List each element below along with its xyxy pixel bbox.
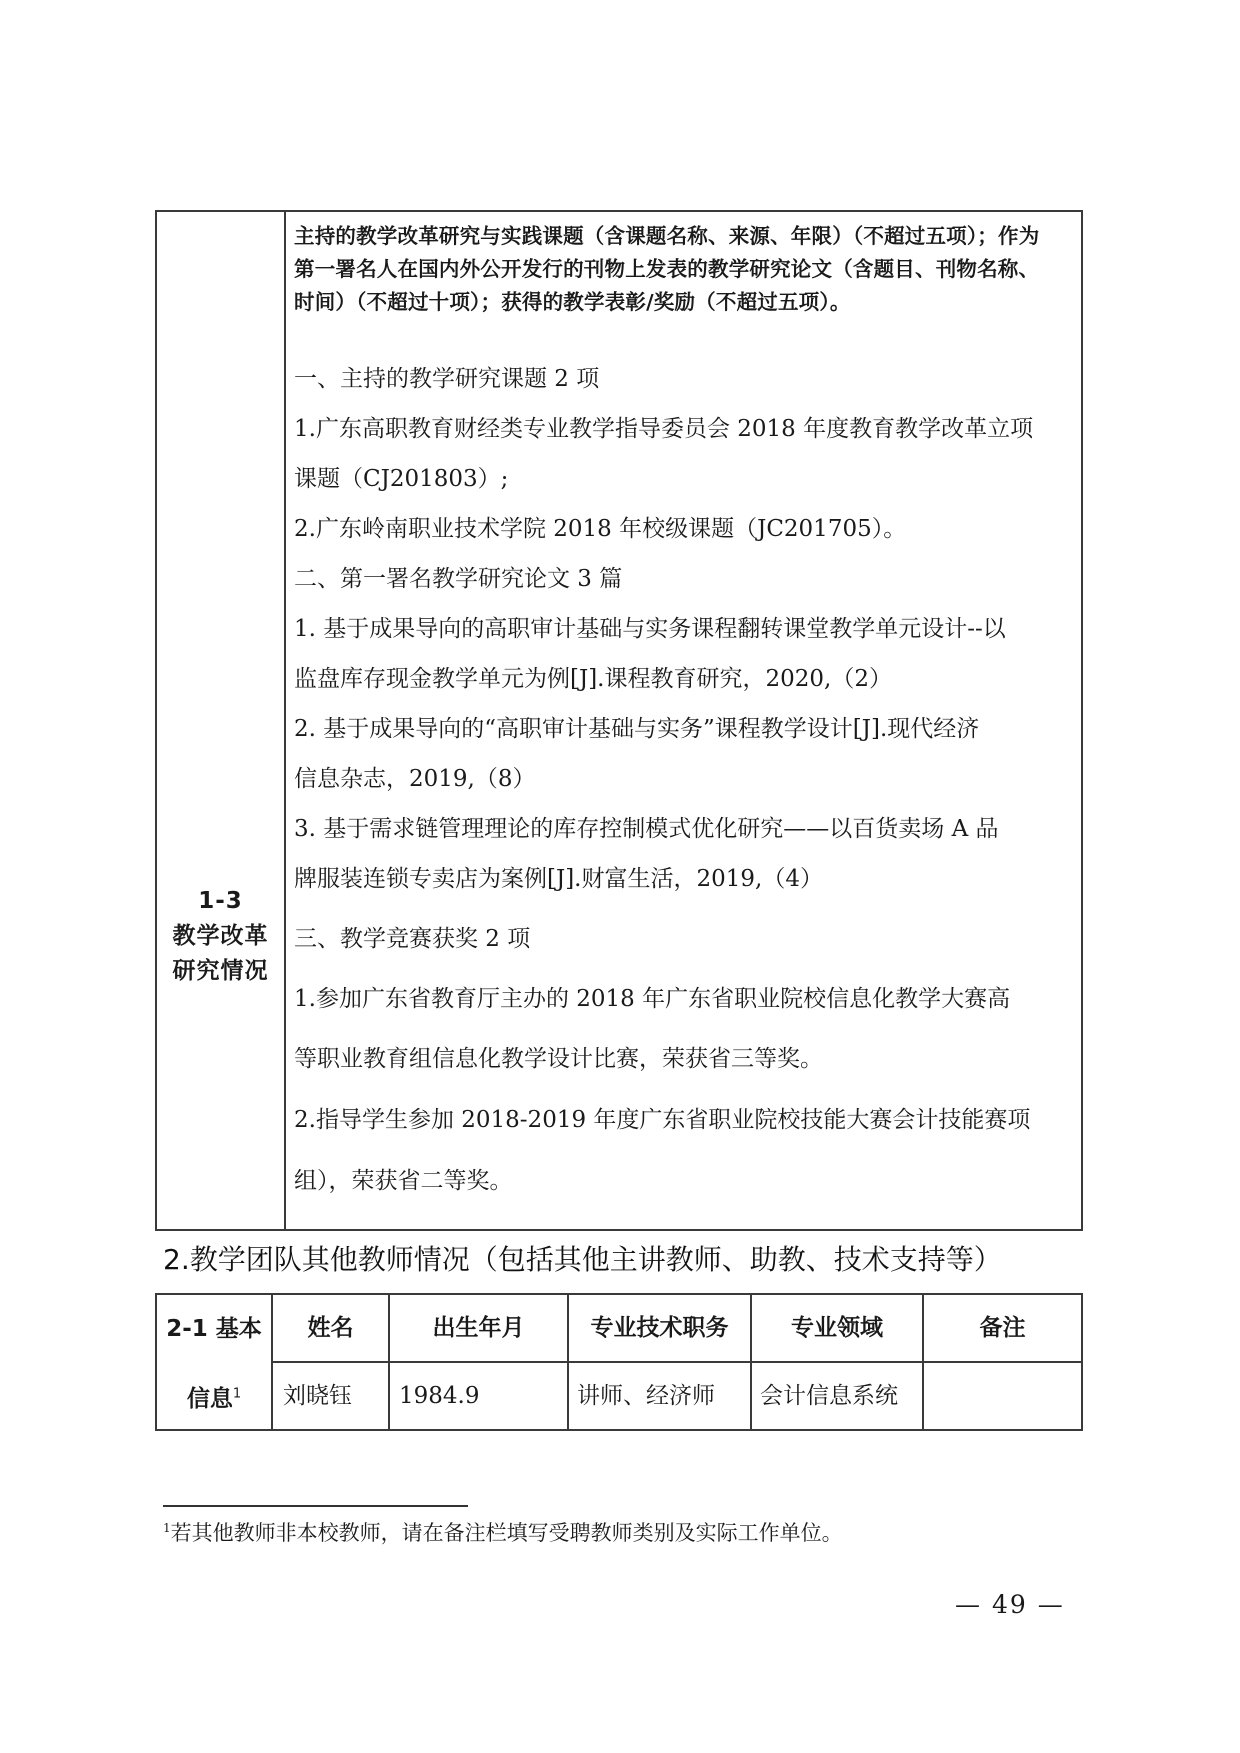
column-divider <box>284 212 286 1229</box>
project-item: 1.广东高职教育财经类专业教学指导委员会 2018 年度教育教学改革立项 <box>294 416 1034 442</box>
subheading-research-projects: 一、主持的教学研究课题 2 项 <box>294 366 600 392</box>
paper-item: 3. 基于需求链管理理论的库存控制模式优化研究——以百货卖场 A 品 <box>294 816 999 842</box>
paper-item-cont: 牌服装连锁专卖店为案例[J].财富生活，2019,（4） <box>294 866 823 892</box>
footnote-mark: 1 <box>163 1521 171 1535</box>
section-instructions <box>294 220 1079 319</box>
row-label-cont <box>157 1385 271 1413</box>
paper-item: 1. 基于成果导向的高职审计基础与实务课程翻转课堂教学单元设计--以 <box>294 616 1006 642</box>
cell-field: 会计信息系统 <box>760 1383 898 1409</box>
footnote <box>163 1518 843 1548</box>
column-header-birth: 出生年月 <box>432 1315 525 1341</box>
instruction-line: 时间）（不超过十项）；获得的教学表彰/奖励（不超过五项）。 <box>294 290 851 314</box>
paper-item-cont: 监盘库存现金教学单元为例[J].课程教育研究，2020,（2） <box>294 666 892 692</box>
section-label-line: 研究情况 <box>172 958 269 984</box>
teaching-reform-table <box>155 210 1083 1231</box>
project-item-cont: 课题（CJ201803）; <box>294 466 509 492</box>
award-item: 2.指导学生参加 2018-2019 年度广东省职业院校技能大赛会计技能赛项 <box>294 1107 1031 1133</box>
team-members-table <box>155 1293 1083 1431</box>
award-item-cont: 组），荣获省二等奖。 <box>294 1168 513 1194</box>
column-header-name: 姓名 <box>307 1315 354 1341</box>
footnote-text: 若其他教师非本校教师，请在备注栏填写受聘教师类别及实际工作单位。 <box>170 1521 843 1545</box>
subheading-papers: 二、第一署名教学研究论文 3 篇 <box>294 566 623 592</box>
instruction-line: 第一署名人在国内外公开发行的刊物上发表的教学研究论文（含题目、刊物名称、 <box>294 257 1040 281</box>
row-label: 2-1 基本 <box>166 1316 262 1342</box>
project-item: 2.广东岭南职业技术学院 2018 年校级课题（JC201705）。 <box>294 516 907 542</box>
row-label-text: 信息 <box>186 1386 233 1412</box>
section-label-1-3 <box>157 884 284 989</box>
cell-title: 讲师、经济师 <box>577 1383 715 1409</box>
page-number: — 49 — <box>955 1590 1065 1619</box>
column-header-field: 专业领域 <box>791 1315 883 1341</box>
section-2-heading: 2.教学团队其他教师情况（包括其他主讲教师、助教、技术支持等） <box>163 1243 1002 1276</box>
cell-name: 刘晓钰 <box>283 1383 352 1409</box>
footnote-ref: 1 <box>232 1386 242 1402</box>
subheading-awards: 三、教学竞赛获奖 2 项 <box>294 926 531 952</box>
section-label-line: 1-3 <box>198 888 243 914</box>
footnote-rule <box>163 1505 468 1507</box>
instruction-line: 主持的教学改革研究与实践课题（含课题名称、来源、年限）（不超过五项）；作为 <box>294 224 1040 248</box>
section-content <box>294 212 1079 1229</box>
column-header-remarks: 备注 <box>979 1315 1026 1341</box>
paper-item: 2. 基于成果导向的“高职审计基础与实务”课程教学设计[J].现代经济 <box>294 716 980 742</box>
cell-birth: 1984.9 <box>399 1383 480 1409</box>
section-label-line: 教学改革 <box>172 923 269 949</box>
paper-item-cont: 信息杂志，2019,（8） <box>294 766 536 792</box>
award-item-cont: 等职业教育组信息化教学设计比赛，荣获省三等奖。 <box>294 1046 823 1072</box>
award-item: 1.参加广东省教育厅主办的 2018 年广东省职业院校信息化教学大赛高 <box>294 986 1011 1012</box>
column-header-title: 专业技术职务 <box>590 1315 729 1341</box>
